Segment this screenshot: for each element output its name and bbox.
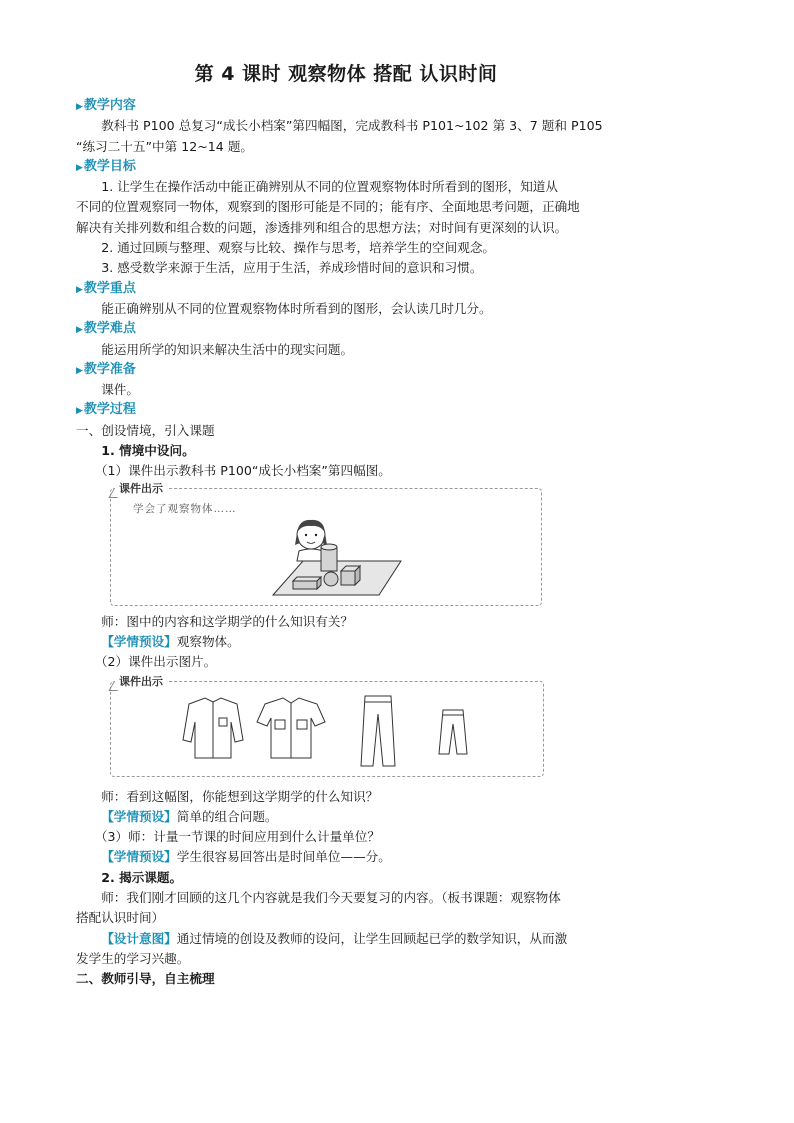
prep-text: 课件。 [101,382,139,398]
goal-text-3: 3. 感受数学来源于生活，应用于生活，养成珍惜时间的意识和习惯。 [101,260,483,276]
triangle-icon: ▶ [76,162,83,173]
design-intent-a: 【设计意图】通过情境的创设及教师的设问，让学生回顾起已学的数学知识，从而激 [101,930,568,946]
section-heading-goal: ▶教学目标 [76,158,136,174]
section-heading-prep: ▶教学准备 [76,361,136,377]
teacher-text-a: 师：我们刚才回顾的这几个内容就是我们今天要复习的内容。（板书课题：观察物体 [101,890,561,906]
goal-text-2: 2. 通过回顾与整理、观察与比较、操作与思考，培养学生的空间观念。 [101,240,496,256]
triangle-icon: ▶ [76,325,83,336]
triangle-icon: ▶ [76,284,83,295]
section-heading-difficulty: ▶教学难点 [76,321,136,337]
answer-3: 【学情预设】学生很容易回答出是时间单位——分。 [101,849,391,865]
preset-tag: 【学情预设】 [101,849,177,865]
step-1-heading: 一、创设情境，引入课题 [76,422,215,438]
answer-1: 【学情预设】观察物体。 [101,633,240,649]
step-2-heading: 二、教师引导，自主梳理 [76,971,215,987]
section-heading-content: ▶教学内容 [76,98,136,113]
difficulty-text: 能运用所学的知识来解决生活中的现实问题。 [101,341,354,357]
observe-objects-illustration [261,515,411,601]
section-heading-key: ▶教学重点 [76,280,136,296]
courseware-box-1 [110,481,542,606]
item-3-text: （3）师：计量一节课的时间应用到什么计量单位？ [94,829,380,845]
section-heading-process: ▶教学过程 [76,402,136,418]
teacher-text-b: 搭配认识时间） [76,910,165,926]
content-text-2: “练习二十五”中第 12~14 题。 [76,138,254,154]
preset-tag: 【学情预设】 [101,633,177,649]
goal-text-1c: 解决有关排列数和组合数的问题，渗透排列和组合的思想方法；对时间有更深刻的认识。 [76,219,568,235]
triangle-icon: ▶ [76,406,83,417]
key-text: 能正确辨别从不同的位置观察物体时所看到的图形，会认读几时几分。 [101,300,492,316]
sub-1-heading: 1. 情境中设问。 [101,443,195,459]
courseware-caption: 学会了观察物体…… [133,502,237,515]
content-text-1: 教科书 P100 总复习“成长小档案”第四幅图，完成教科书 P101~102 第 3、7 题和 P105 [101,118,603,134]
design-intent-b: 发学生的学习兴趣。 [76,950,190,966]
triangle-icon: ▶ [76,365,83,376]
goal-text-1a: 1. 让学生在操作活动中能正确辨别从不同的位置观察物体时所看到的图形，知道从 [101,179,558,195]
item-1-text: （1）课件出示教科书 P100“成长小档案”第四幅图。 [94,463,391,479]
triangle-icon: ▶ [76,102,83,112]
answer-2: 【学情预设】简单的组合问题。 [101,808,278,824]
question-1: 师：图中的内容和这学期学的什么知识有关？ [101,613,354,629]
preset-tag: 【学情预设】 [101,808,177,824]
goal-text-1b: 不同的位置观察同一物体，观察到的图形可能是不同的；能有序、全面地思考问题，正确地 [76,199,580,215]
courseware-label: 课件出示 [115,673,167,689]
item-2-text: （2）课件出示图片。 [94,654,217,670]
courseware-box-2 [110,674,544,777]
question-2: 师：看到这幅图，你能想到这学期学的什么知识？ [101,788,379,804]
page-title: 第 4 课时 观察物体 搭配 认识时间 [194,63,498,85]
sub-2-heading: 2. 揭示课题。 [101,869,183,885]
document-page [76,62,616,990]
design-tag: 【设计意图】 [101,930,177,946]
clothes-illustration [169,692,489,772]
courseware-label: 课件出示 [115,480,167,496]
